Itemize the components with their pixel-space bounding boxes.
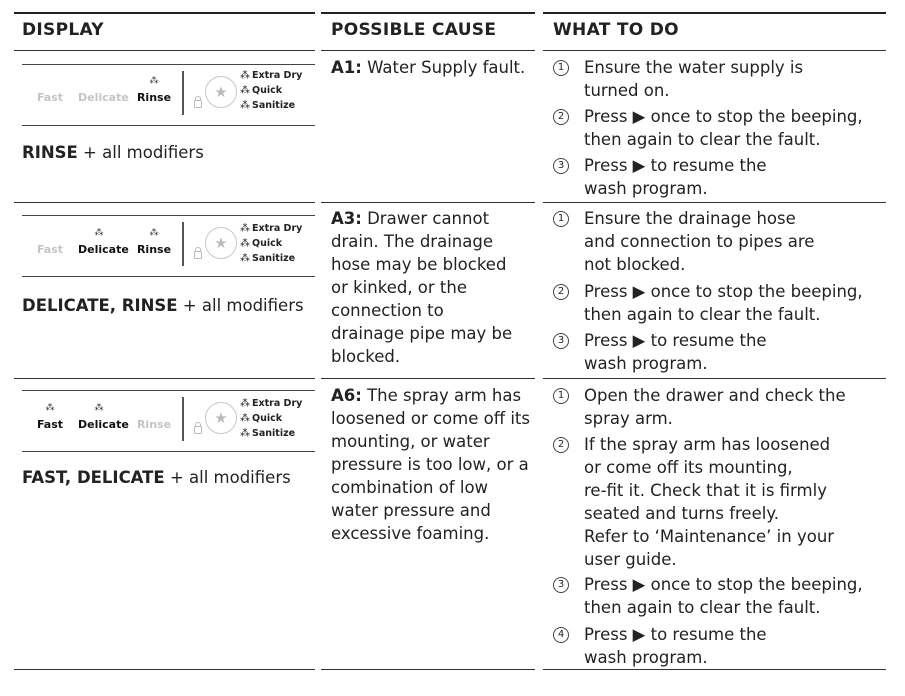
modifier-extra-dry: ⁂ Extra Dry [240,70,303,81]
flash-icon: ⁂ [240,238,250,249]
top-rule [14,12,315,14]
row-divider [321,378,535,379]
panel-label-rinse: Rinse [136,243,172,256]
lock-icon [194,251,202,259]
modifier-sanitize: ⁂ Sanitize [240,428,296,439]
possible-cause: A1: Water Supply fault. [331,58,526,77]
possible-cause: A3: Drawer cannot drain. The drainage hose may be blocked or kinked, or the connection to drainage pipe may be blocked. [331,209,513,366]
panel-label-fast: Fast [36,91,64,104]
panel-label-fast: Fast [36,418,64,431]
control-panel-display [22,64,315,126]
flash-icon: ⁂ [240,85,250,96]
header-rule [543,50,886,51]
row-divider [321,202,535,203]
star-icon: ★ [205,227,237,259]
panel-divider [182,71,184,115]
modifier-sanitize: ⁂ Sanitize [240,253,296,264]
panel-label-rinse: Rinse [136,418,172,431]
possible-cause: A6: The spray arm has loosened or come off its mounting, or water pressure is too low, or a combination of low water pressure and excessive foaming. [331,386,530,543]
control-panel-display [22,215,315,277]
panel-divider [182,222,184,266]
flash-icon: ⁂ [149,228,159,238]
row-divider [543,378,886,379]
bottom-rule [543,669,886,670]
row-divider [14,378,315,379]
bottom-rule [321,669,535,670]
flash-icon: ⁂ [45,403,55,413]
row-divider [543,202,886,203]
top-rule [543,12,886,14]
display-caption: DELICATE, RINSE + all modifiers [22,296,304,315]
panel-label-delicate: Delicate [78,91,129,104]
modifier-extra-dry: ⁂ Extra Dry [240,223,303,234]
flash-icon: ⁂ [240,70,250,81]
panel-label-delicate: Delicate [78,243,129,256]
flash-icon: ⁂ [240,413,250,424]
modifier-quick: ⁂ Quick [240,238,283,249]
flash-icon: ⁂ [240,223,250,234]
bottom-rule [14,669,315,670]
flash-icon: ⁂ [240,253,250,264]
flash-icon: ⁂ [240,398,250,409]
star-icon: ★ [205,76,237,108]
modifier-extra-dry: ⁂ Extra Dry [240,398,303,409]
display-caption: FAST, DELICATE + all modifiers [22,468,291,487]
modifier-quick: ⁂ Quick [240,85,283,96]
flash-icon: ⁂ [240,428,250,439]
panel-divider [182,397,184,441]
header-display: DISPLAY [22,20,104,40]
panel-label-delicate: Delicate [78,418,129,431]
lock-icon [194,426,202,434]
flash-icon: ⁂ [240,100,250,111]
header-rule [321,50,535,51]
header-what-to-do: WHAT TO DO [553,20,679,40]
panel-label-rinse: Rinse [136,91,172,104]
top-rule [321,12,535,14]
lock-icon [194,100,202,108]
modifier-quick: ⁂ Quick [240,413,283,424]
header-rule [14,50,315,51]
star-icon: ★ [205,402,237,434]
modifier-sanitize: ⁂ Sanitize [240,100,296,111]
display-caption: RINSE + all modifiers [22,143,204,162]
control-panel-display [22,390,315,452]
flash-icon: ⁂ [149,76,159,86]
flash-icon: ⁂ [94,228,104,238]
header-possible-cause: POSSIBLE CAUSE [331,20,497,40]
row-divider [14,202,315,203]
flash-icon: ⁂ [94,403,104,413]
panel-label-fast: Fast [36,243,64,256]
